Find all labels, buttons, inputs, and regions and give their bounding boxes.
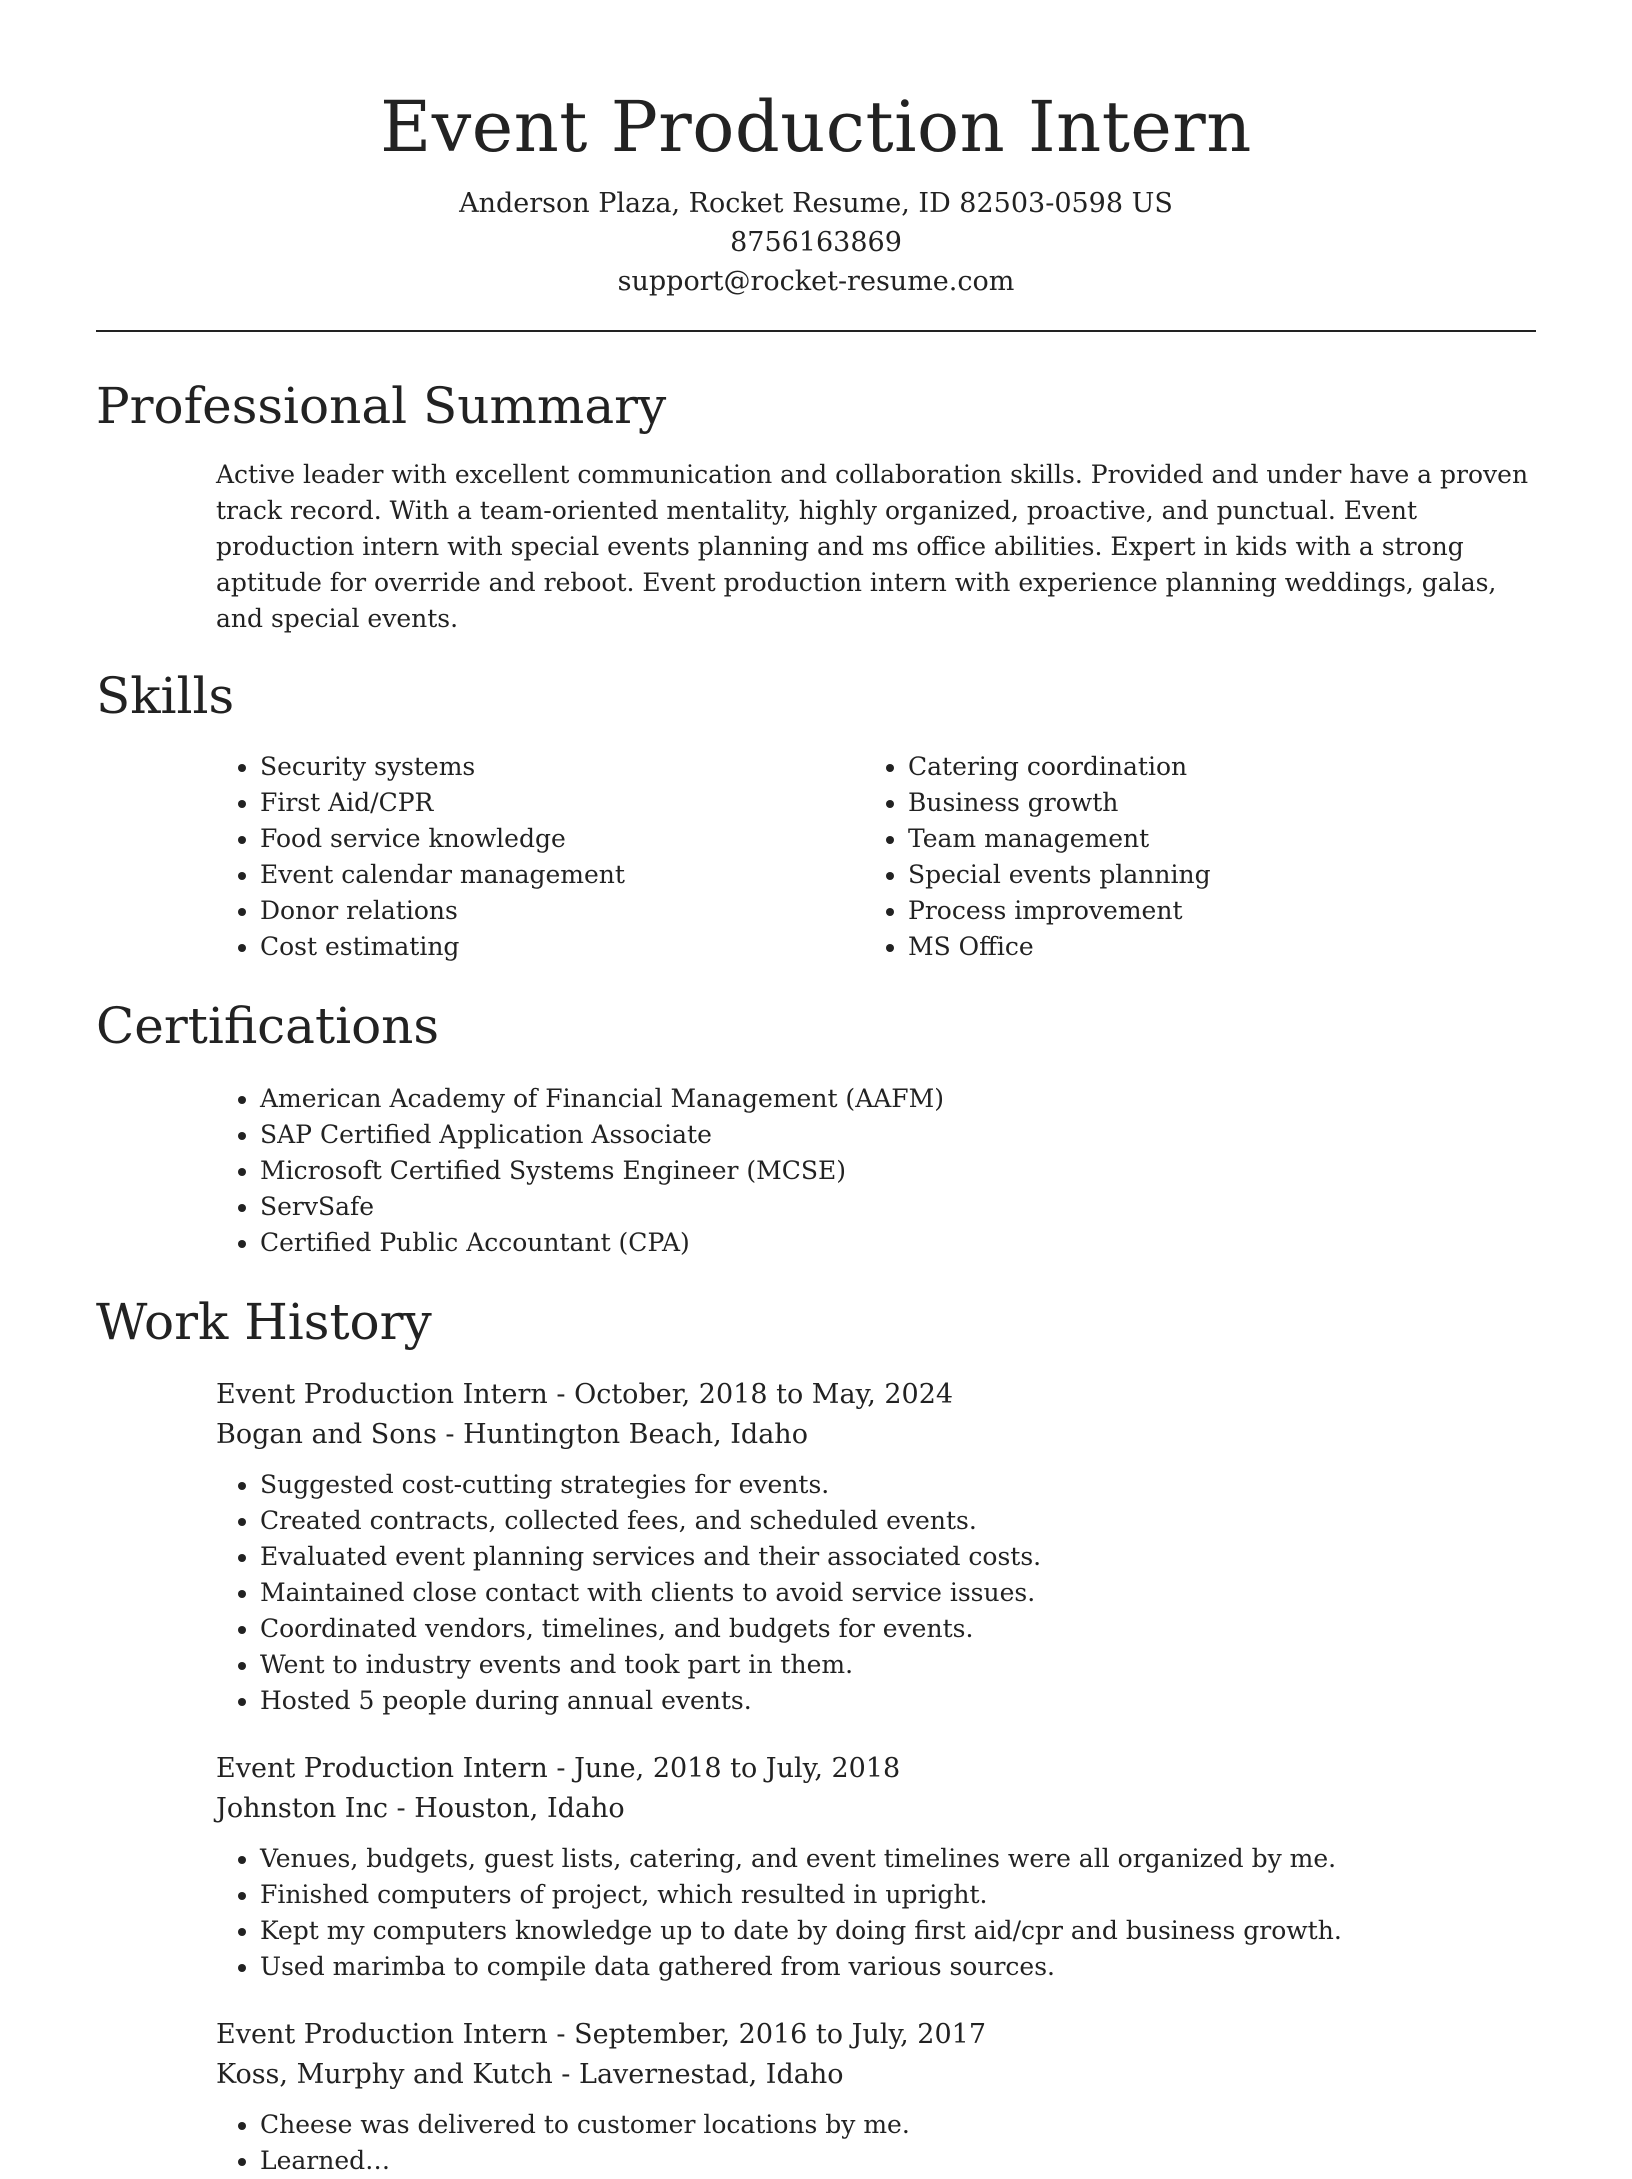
job-bullet: • Venues, budgets, guest lists, catering, and event timelines were all organized by me. bbox=[260, 1841, 1536, 1877]
job-location: Lavernestad, Idaho bbox=[579, 2059, 844, 2090]
skill-item: • Business growth bbox=[908, 785, 1396, 821]
job-dates: September, 2016 to July, 2017 bbox=[574, 2019, 987, 2050]
job-title-line: Event Production Intern - September, 2016 to July, 2017 bbox=[216, 2019, 987, 2050]
skill-item: • Event calendar management bbox=[260, 857, 748, 893]
job-bullet: • Coordinated vendors, timelines, and budgets for events. bbox=[260, 1611, 1536, 1647]
skill-item: • MS Office bbox=[908, 929, 1396, 965]
header-divider bbox=[96, 330, 1536, 332]
job-bullets bbox=[216, 1467, 1536, 1719]
certification-item: • American Academy of Financial Management (AAFM) bbox=[260, 1081, 1536, 1117]
job-title: Event Production Intern bbox=[216, 1753, 548, 1784]
certification-item: • SAP Certified Application Associate bbox=[260, 1117, 1536, 1153]
work-history-heading: Work History bbox=[96, 1293, 432, 1351]
skills-columns bbox=[96, 749, 1536, 965]
certification-item: • Certified Public Accountant (CPA) bbox=[260, 1225, 1536, 1261]
skill-item: • Special events planning bbox=[908, 857, 1396, 893]
job-bullet: • Hosted 5 people during annual events. bbox=[260, 1683, 1536, 1719]
job-bullet: • Suggested cost-cutting strategies for events. bbox=[260, 1467, 1536, 1503]
certification-item: • Microsoft Certified Systems Engineer (MCSE) bbox=[260, 1153, 1536, 1189]
summary-text: Active leader with excellent communication and collaboration skills. Provided and under have a proven track record. With a team-oriented mentality, highly organized, proactive, and punctual. Event production intern with special events planning and ms office abilities. Expert in kids with a strong aptitude for override and reboot. Event production intern with experience planning weddings, galas, and special events. bbox=[216, 460, 1529, 633]
job-company: Koss, Murphy and Kutch bbox=[216, 2059, 553, 2090]
job-title: Event Production Intern bbox=[216, 1379, 548, 1410]
candidate-name: Event Production Intern bbox=[380, 86, 1252, 168]
job-bullet: • Learned… bbox=[260, 2143, 1536, 2179]
email: support@rocket-resume.com bbox=[617, 266, 1015, 297]
job-dates: June, 2018 to July, 2018 bbox=[574, 1753, 901, 1784]
certification-item: • ServSafe bbox=[260, 1189, 1536, 1225]
skills-right-list bbox=[748, 749, 1396, 965]
resume-page bbox=[96, 0, 1536, 2179]
certifications-heading: Certifications bbox=[96, 997, 440, 1055]
job-bullet: • Kept my computers knowledge up to date by doing first aid/cpr and business growth. bbox=[260, 1913, 1536, 1949]
skills-left-list bbox=[96, 749, 748, 965]
job-title-line: Event Production Intern - October, 2018 to May, 2024 bbox=[216, 1379, 954, 1410]
job-bullets bbox=[216, 1841, 1536, 1985]
job-title-line: Event Production Intern - June, 2018 to July, 2018 bbox=[216, 1753, 901, 1784]
job-bullet: • Cheese was delivered to customer locations by me. bbox=[260, 2107, 1536, 2143]
job-bullet: • Used marimba to compile data gathered from various sources. bbox=[260, 1949, 1536, 1985]
skill-item: • Process improvement bbox=[908, 893, 1396, 929]
job-bullet: • Evaluated event planning services and their associated costs. bbox=[260, 1539, 1536, 1575]
skill-item: • Food service knowledge bbox=[260, 821, 748, 857]
job-bullet: • Maintained close contact with clients to avoid service issues. bbox=[260, 1575, 1536, 1611]
address: Anderson Plaza, Rocket Resume, ID 82503-0598 US bbox=[459, 188, 1173, 219]
job-company-line: Koss, Murphy and Kutch - Lavernestad, Idaho bbox=[216, 2059, 844, 2090]
phone: 8756163869 bbox=[730, 227, 902, 258]
job-company-line: Bogan and Sons - Huntington Beach, Idaho bbox=[216, 1419, 808, 1450]
summary-heading: Professional Summary bbox=[96, 377, 667, 435]
job-dates: October, 2018 to May, 2024 bbox=[574, 1379, 954, 1410]
skill-item: • Team management bbox=[908, 821, 1396, 857]
job-bullets bbox=[216, 2107, 1536, 2179]
job-bullet: • Went to industry events and took part in them. bbox=[260, 1647, 1536, 1683]
job-company-line: Johnston Inc - Houston, Idaho bbox=[216, 1793, 625, 1824]
job-entry bbox=[216, 1375, 1536, 1719]
job-location: Houston, Idaho bbox=[414, 1793, 625, 1824]
skill-item: • Security systems bbox=[260, 749, 748, 785]
contact-block bbox=[96, 184, 1536, 301]
skill-item: • Cost estimating bbox=[260, 929, 748, 965]
job-company: Johnston Inc bbox=[216, 1793, 388, 1824]
certifications-list bbox=[96, 1081, 1536, 1261]
job-bullet: • Created contracts, collected fees, and scheduled events. bbox=[260, 1503, 1536, 1539]
job-company: Bogan and Sons bbox=[216, 1419, 437, 1450]
job-title: Event Production Intern bbox=[216, 2019, 548, 2050]
skills-heading: Skills bbox=[96, 667, 235, 725]
job-entry bbox=[216, 2015, 1536, 2179]
job-bullet: • Finished computers of project, which resulted in upright. bbox=[260, 1877, 1536, 1913]
skill-item: • Donor relations bbox=[260, 893, 748, 929]
skill-item: • First Aid/CPR bbox=[260, 785, 748, 821]
job-entry bbox=[216, 1749, 1536, 1985]
skill-item: • Catering coordination bbox=[908, 749, 1396, 785]
job-location: Huntington Beach, Idaho bbox=[463, 1419, 808, 1450]
